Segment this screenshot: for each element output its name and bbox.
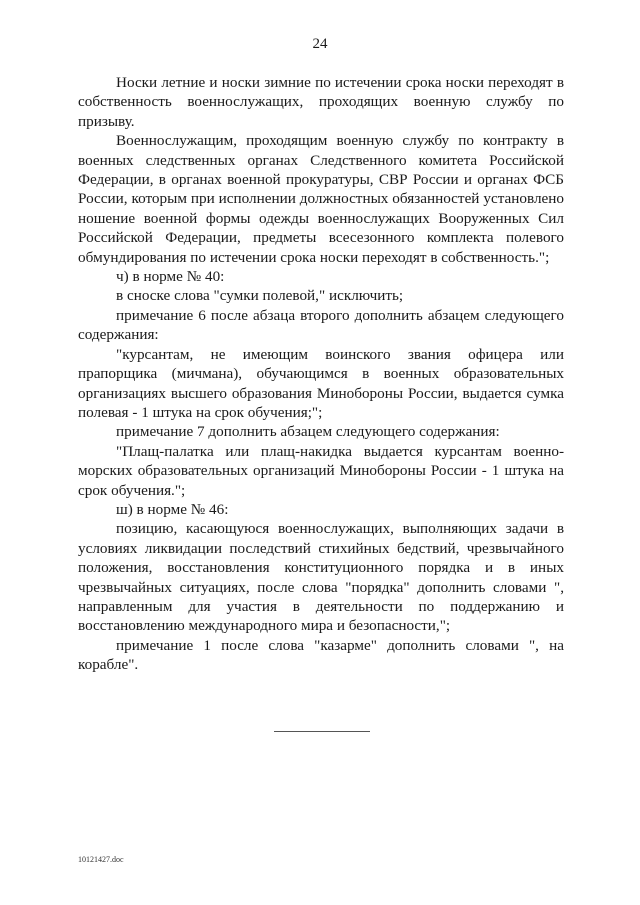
paragraph: Военнослужащим, проходящим военную службу по контракту в военных следственных органах Следственного комитета Российской Федерации, в органах военной прокуратуры, СВР России и органах ФСБ России, которым при исполнении должностных обязанностей установлено ношение военной формы одежды военнослужащих Вооруженных Сил Российской Федерации, предметы всесезонного комплекта полевого обмундирования по истечении срока носки переходят в собственность."; [78,132,564,266]
document-file-id: 10121427.doc [78,855,124,864]
paragraph: ш) в норме № 46: [116,500,229,518]
paragraph: ч) в норме № 40: [116,268,225,286]
paragraph: примечание 6 после абзаца второго дополнить абзацем следующего содержания: [78,306,564,344]
paragraph: позицию, касающуюся военнослужащих, выполняющих задачи в условиях ликвидации последствий стихийных бедствий, чрезвычайного положения, восстановления конституционного порядка и в иных чрезвычайных ситуациях, после слова "порядка" дополнить словами ", направленным для участия в деятельности по поддержанию и восстановлению международного мира и безопасности,"; [78,520,564,635]
end-separator-line [274,731,370,732]
paragraph: "Плащ-палатка или плащ-накидка выдается курсантам военно-морских образовательных организаций Минобороны России - 1 штука на срок обучения."; [78,442,564,499]
paragraph: примечание 7 дополнить абзацем следующего содержания: [116,423,500,441]
document-body [78,73,564,675]
paragraph: Носки летние и носки зимние по истечении срока носки переходят в собственность военнослужащих, проходящих военную службу по призыву. [78,74,564,130]
paragraph: примечание 1 после слова "казарме" дополнить словами ", на корабле". [78,636,564,674]
page-number: 24 [312,36,328,52]
paragraph: в сноске слова "сумки полевой," исключить; [116,287,404,305]
paragraph: "курсантам, не имеющим воинского звания офицера или прапорщика (мичмана), обучающимся в военных образовательных организациях высшего образования Минобороны России, выдается сумка полевая - 1 штука на срок обучения;"; [78,345,564,421]
